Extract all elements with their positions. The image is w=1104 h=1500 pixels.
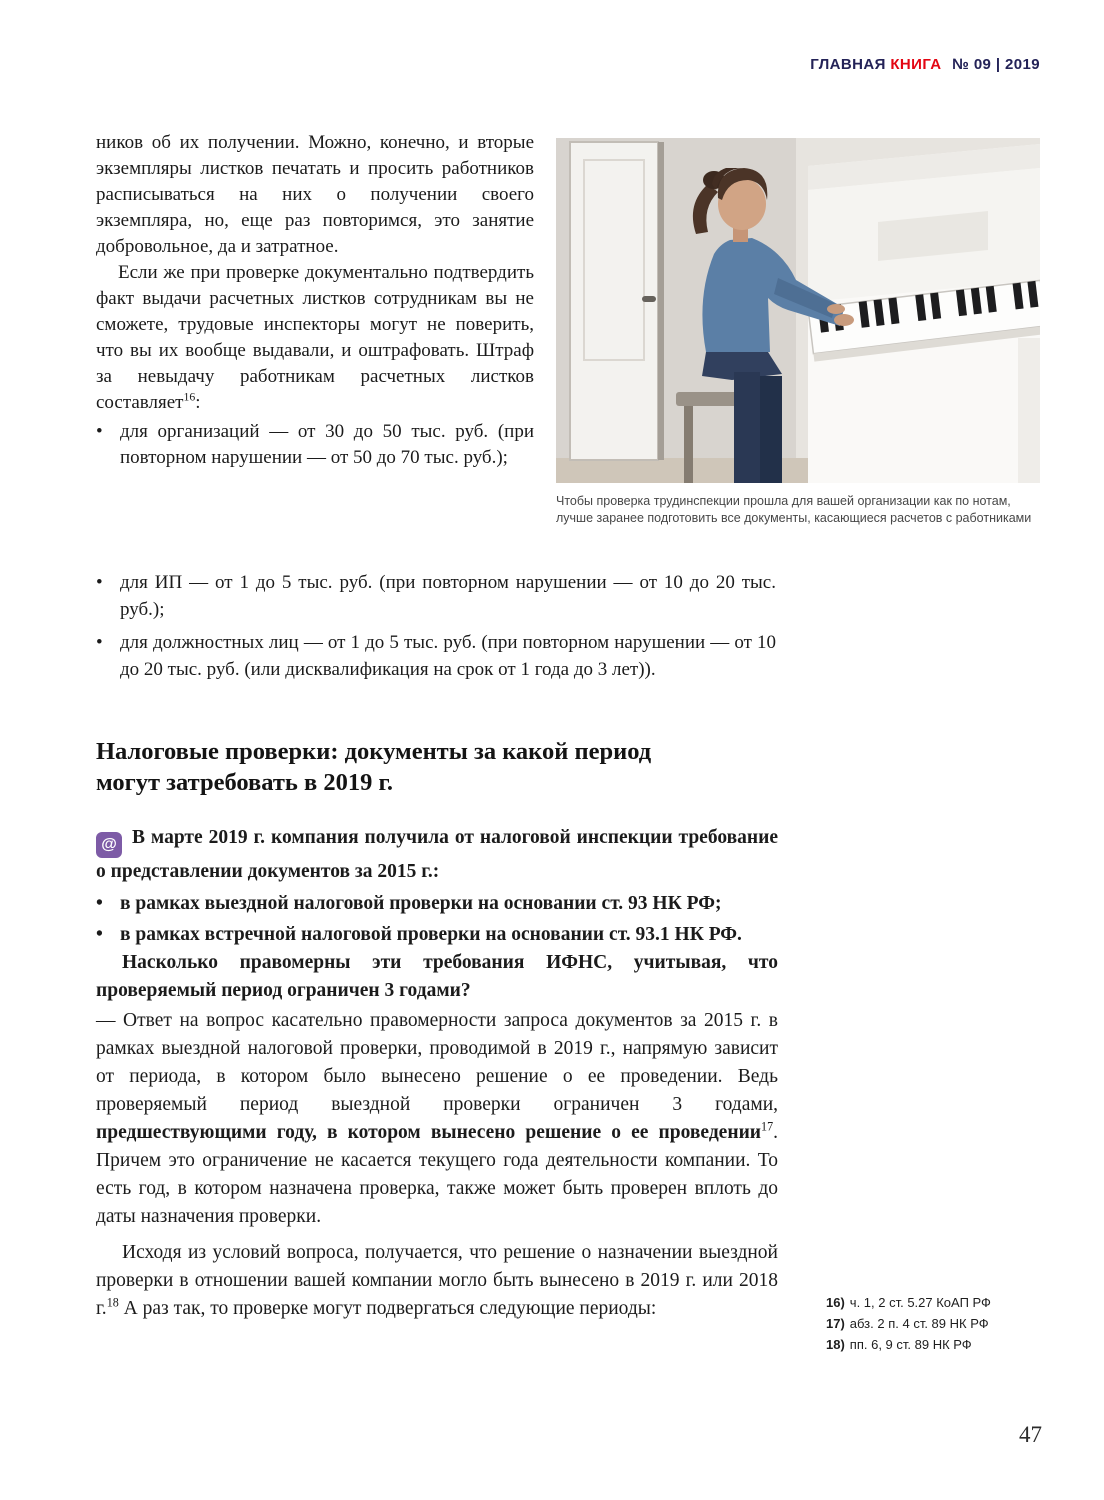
question-text: В марте 2019 г. компания получила от налоговой инспекции требование о представлении документов за 2015 г.: [96,827,778,882]
list-item-text: для должностных лиц — от 1 до 5 тыс. руб. (при повторном нарушении — от 10 до 20 тыс. руб. (или дисквалификация на срок от 1 года до 3 лет)). [120,632,776,680]
bullet-icon: • [96,421,103,442]
footnote-ref-18: 18 [106,1295,119,1310]
piano-photo-illustration [556,138,1040,483]
intro-paragraph-2-tail: : [195,392,201,413]
footnote-ref-16: 16 [183,390,196,404]
list-item-text: в рамках встречной налоговой проверки на основании ст. 93.1 НК РФ. [120,924,742,945]
list-item-text: для организаций — от 30 до 50 тыс. руб. (при повторном нарушении — от 50 до 70 тыс. руб.); [120,421,534,468]
intro-column [96,130,534,471]
list-item [96,419,534,471]
intro-paragraph-2-text: Если же при проверке документально подтвердить факт выдачи расчетных листков сотрудникам вы не сможете, трудовые инспекторы могут не поверить, что вы их вообще выдавали, и оштрафовать. Штраф за невыдачу работникам расчетных листков составляет [96,262,534,413]
footnotes-block [826,1292,1058,1355]
answer-text-1: — Ответ на вопрос касательно правомерности запроса документов за 2015 г. в рамках выездной налоговой проверки, проводимой в 2019 г., напрямую зависит от периода, в котором было вынесено решение о ее проведении. Ведь проверяемый период выездной проверки ограничен 3 годами, [96,1010,778,1115]
footnote-number: 16) [826,1295,845,1310]
footnote-text: абз. 2 п. 4 ст. 89 НК РФ [849,1316,989,1331]
intro-paragraph-2 [96,260,534,416]
footnote-18 [826,1334,1058,1355]
footnote-number: 18) [826,1337,845,1352]
answer-text-2: . Причем это ограничение не касается текущего года деятельности компании. То есть год, в котором назначена проверка, также может быть проверен вплоть до даты назначения проверки. [96,1122,778,1227]
closing-text-2: А раз так, то проверке могут подвергаться следующие периоды: [118,1298,657,1319]
footnote-text: ч. 1, 2 ст. 5.27 КоАП РФ [849,1295,991,1310]
bullet-icon: • [96,924,103,945]
closing-text-1: Исходя из условий вопроса, получается, что решение о назначении выездной проверки в отношении вашей компании могло быть вынесено в 2019 г. или 2018 г. [96,1242,778,1319]
reader-question-icon [96,832,122,858]
footnote-17 [826,1313,1058,1334]
list-item [96,569,776,623]
at-symbol: @ [101,836,117,853]
footnote-text: пп. 6, 9 ст. 89 НК РФ [849,1337,972,1352]
list-item [96,921,778,949]
section-title: Налоговые проверки: документы за какой период могут затребовать в 2019 г. [96,738,652,796]
intro-paragraph-1: ников об их получении. Можно, конечно, и вторые экземпляры листков печатать и просить работников расписываться на них о получении своего экземпляра, но, еще раз повторимся, это занятие добровольное, да и затратное. [96,132,534,257]
bullet-icon: • [96,632,103,653]
answer-bold: предшествующими году, в котором вынесено решение о ее проведении [96,1122,762,1143]
photo-caption: Чтобы проверка трудинспекции прошла для вашей организации как по нотам, лучше заранее подготовить все документы, касающиеся расчетов с работниками [556,494,1032,525]
closing-paragraph [96,1239,778,1323]
bullet-icon: • [96,572,103,593]
question-lead [96,824,778,886]
photo-figure [556,138,1040,527]
tax-checks-section [96,736,778,1323]
page-number: 47 [1019,1422,1042,1447]
answer-paragraph [96,1007,778,1231]
list-item-text: для ИП — от 1 до 5 тыс. руб. (при повторном нарушении — от 10 до 20 тыс. руб.); [120,572,776,620]
fines-list [96,566,776,689]
question-final: Насколько правомерны эти требования ИФНС, учитывая, что проверяемый период ограничен 3 годами? [96,952,778,1001]
footnote-ref-17: 17 [761,1119,774,1134]
bullet-icon: • [96,893,103,914]
footnote-16 [826,1292,1058,1313]
footnote-number: 17) [826,1316,845,1331]
issue-number: № 09 | 2019 [952,56,1040,73]
brand-kniga-label: КНИГА [890,56,942,73]
list-item [96,629,776,683]
brand-glavnaya-label: ГЛАВНАЯ [810,56,886,73]
list-item-text: в рамках выездной налоговой проверки на основании ст. 93 НК РФ; [120,893,722,914]
list-item [96,890,778,918]
masthead [810,56,1040,73]
